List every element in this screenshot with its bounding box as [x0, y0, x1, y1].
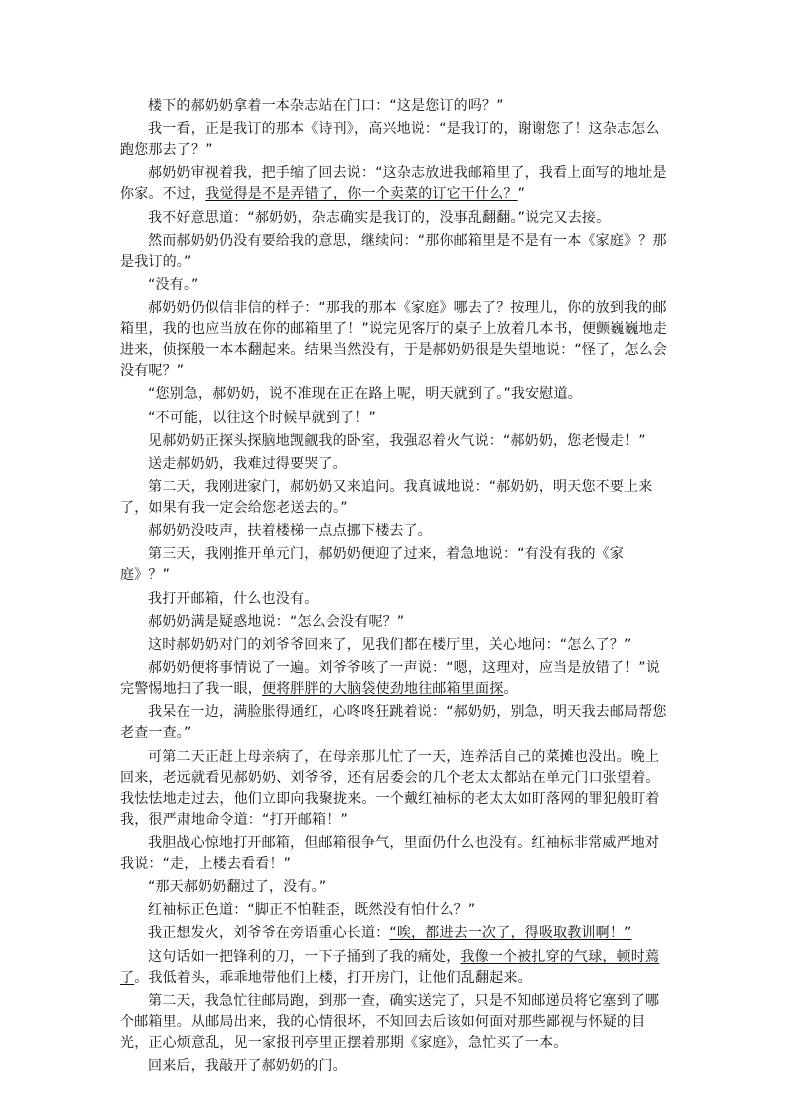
story-paragraph	[120, 923, 672, 944]
paragraph-text: 郝奶奶审视着我，把手缩了回去说：“这杂志放进我邮箱里了，我看上面写的地址是你家。不过，	[120, 165, 667, 203]
story-paragraph	[120, 231, 672, 273]
underlined-phrase: 我觉得是不是弄错了，你一个卖菜的订它干什么？	[205, 186, 518, 203]
story-paragraph	[120, 589, 672, 610]
paragraph-text: 我胆战心惊地打开邮箱，但邮箱很争气，里面仍什么也没有。红袖标非常威严地对我说：“走，上楼去看看！”	[120, 834, 660, 872]
story-paragraph	[120, 658, 672, 700]
paragraph-text: 第二天，我刚进家门，郝奶奶又来追问。我真诚地说：“郝奶奶，明天您不要上来了，如果有我一定会给您老送去的。”	[120, 479, 653, 517]
story-paragraph	[120, 1056, 672, 1077]
paragraph-text: 第三天，我刚推开单元门，郝奶奶便迎了过来，着急地说：“有没有我的《家庭》？”	[120, 546, 625, 584]
paragraph-text: 这句话如一把锋利的刀，一下子捅到了我的痛处，	[148, 948, 461, 965]
story-paragraph	[120, 991, 672, 1054]
story-paragraph	[120, 408, 672, 429]
story-paragraph	[120, 431, 672, 452]
paragraph-text: 见郝奶奶正探头探脑地觊觎我的卧室，我强忍着火气说：“郝奶奶，您老慢走！”	[148, 432, 646, 449]
story-paragraph	[120, 477, 672, 519]
paragraph-text: 我不好意思道：“郝奶奶，杂志确实是我订的，没事乱翻翻。”说完又去接。	[148, 209, 611, 226]
story-paragraph	[120, 635, 672, 656]
paragraph-text: 我呆在一边，满脸胀得通红，心咚咚狂跳着说：“郝奶奶，别急，明天我去邮局帮您老查一查。”	[120, 704, 667, 742]
paragraph-text: 郝奶奶没吱声，扶着楼梯一点点挪下楼去了。	[148, 523, 432, 540]
paragraph-text: 我一看，正是我订的那本《诗刊》，高兴地说：“是我订的，谢谢您了！这杂志怎么跑您那去了？”	[120, 121, 660, 159]
paragraph-text: 第二天，我急忙往邮局跑，到那一查，确实送完了，只是不知邮递员将它塞到了哪个邮箱里。从邮局出来，我的心情很坏，不知回去后该如何面对那些鄙视与怀疑的目光，正心烦意乱，见一家报刊亭里正摆着那期《家庭》，急忙买了一本。	[120, 992, 660, 1051]
story-paragraph	[120, 833, 672, 875]
story-paragraph	[120, 275, 672, 296]
paragraph-text: 回来后，我敲开了郝奶奶的门。	[148, 1057, 347, 1074]
paragraph-text: 送走郝奶奶，我难过得要哭了。	[148, 455, 347, 472]
story-paragraph	[120, 702, 672, 744]
underlined-phrase: “唉，都进去一次了，得吸取教训啊！”	[389, 925, 632, 942]
story-paragraph	[120, 298, 672, 382]
underlined-phrase: 我像一个被扎穿的气球，顿时蔫了	[120, 948, 660, 986]
paragraph-text: 郝奶奶仍似信非信的样子：“那我的那本《家庭》哪去了？按理儿，你的放到我的邮箱里，我的也应当放在你的邮箱里了！”说完见客厅的桌子上放着几本书，便颤巍巍地走进来，侦探般一本本翻起来。结果当然没有，于是郝奶奶很是失望地说：“怪了，怎么会没有呢？”	[120, 300, 668, 380]
story-paragraph	[120, 900, 672, 921]
paragraph-text: 。	[503, 681, 518, 698]
paragraph-text: 楼下的郝奶奶拿着一本杂志站在门口：“这是您订的吗？”	[148, 98, 504, 114]
underlined-phrase: 便将胖胖的大脑袋使劲地往邮箱里面探	[262, 681, 504, 698]
story-paragraph	[120, 96, 672, 117]
paragraph-text: “没有。”	[148, 276, 199, 293]
paragraph-text: 郝奶奶满是疑惑地说：“怎么会没有呢？”	[148, 613, 405, 630]
story-paragraph	[120, 454, 672, 475]
story-paragraph	[120, 208, 672, 229]
story-paragraph	[120, 119, 672, 161]
paragraph-text: 。我低着头，乖乖地带他们上楼，打开房门，让他们乱翻起来。	[134, 969, 532, 986]
paragraph-text: “不可能，以往这个时候早就到了！”	[148, 409, 376, 426]
story-paragraph	[120, 521, 672, 542]
story-paragraph	[120, 163, 672, 205]
story-paragraph	[120, 384, 672, 405]
paragraph-text: 红袖标正色道：“脚正不怕鞋歪，既然没有怕什么？”	[148, 902, 476, 919]
paragraph-text: 我正想发火，刘爷爷在旁语重心长道：	[148, 925, 390, 942]
story-paragraph	[120, 877, 672, 898]
story-text	[120, 96, 672, 1079]
paragraph-text: 这时郝奶奶对门的刘爷爷回来了，见我们都在楼厅里，关心地问：“怎么了？”	[148, 637, 632, 653]
story-paragraph	[120, 544, 672, 586]
story-paragraph	[120, 612, 672, 633]
paragraph-text: “那天郝奶奶翻过了，没有。”	[148, 878, 327, 895]
paragraph-text: 然而郝奶奶仍没有要给我的意思，继续问：“那你邮箱里是不是有一本《家庭》？那是我订的。”	[120, 232, 667, 270]
paragraph-text: “您别急，郝奶奶，说不准现在正在路上呢，明天就到了。”我安慰道。	[148, 386, 582, 403]
paragraph-text: ”	[517, 186, 526, 203]
paragraph-text: 郝奶奶便将事情说了一遍。刘爷爷咳了一声说：“嗯，这理对，应当是放错了！”说完警惕地扫了我一眼，	[120, 660, 660, 698]
paragraph-text: 可第二天正赶上母亲病了，在母亲那儿忙了一天，连养活自己的菜摊也没出。晚上回来，老远就看见郝奶奶、刘爷爷，还有居委会的几个老太太都站在单元门口张望着。我怯怯地走过去，他们立即向我聚拢来。一个戴红袖标的老太太如盯落网的罪犯般盯着我，很严肃地命令道：“打开邮箱！”	[120, 748, 660, 828]
story-paragraph	[120, 947, 672, 989]
paragraph-text: 我打开邮箱，什么也没有。	[148, 590, 319, 607]
story-paragraph	[120, 747, 672, 831]
